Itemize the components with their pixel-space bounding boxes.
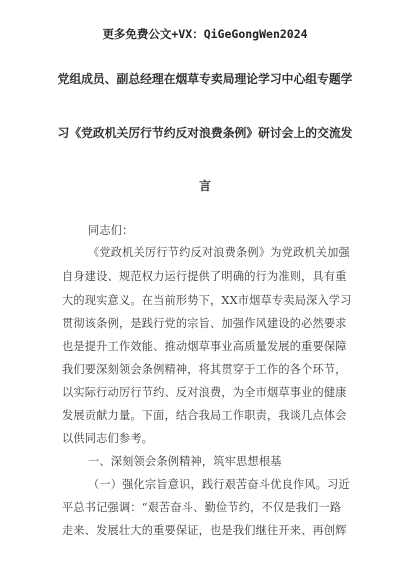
body-line: 我们要深刻领会条例精神，将其贯穿于工作的各个环节， [62,363,347,376]
body-line: （一）强化宗旨意识，践行艰苦奋斗优良作风。习近 [88,478,350,491]
title-line-2: 习《党政机关厉行节约反对浪费条例》研讨会上的交流发 [57,126,353,140]
body-line: 平总书记强调：“艰苦奋斗、勤俭节约，不仅是我们一路 [62,501,342,514]
salutation: 同志们： [88,224,134,237]
body-line: 以供同志们参考。 [62,432,154,445]
title-line-1: 党组成员、副总经理在烟草专卖局理论学习中心组专题学 [57,72,353,86]
title-line-3: 言 [199,179,211,193]
body-line: 大的现实意义。在当前形势下，XX市烟草专卖局深入学习 [62,294,352,307]
body-line: 发展贡献力量。下面，结合我局工作职责，我谈几点体会 [62,409,347,422]
body-line: 以实际行动厉行节约、反对浪费，为全市烟草事业的健康 [62,386,347,399]
body-line: 贯彻该条例，是践行党的宗旨、加强作风建设的必然要求 [62,317,347,330]
body-line: 也是提升工作效能、推动烟草事业高质量发展的重要保障 [62,340,347,353]
body-line: 走来、发展壮大的重要保证，也是我们继往开来、再创辉 [62,524,347,537]
body-line: 自身建设、规范权力运行提供了明确的行为准则，具有重 [62,270,347,283]
promo-header: 更多免费公文+VX：QiGeGongWen2024 [102,27,308,41]
body-line: 《党政机关厉行节约反对浪费条例》为党政机关加强 [88,246,350,259]
section-heading: 一、深刻领会条例精神，筑牢思想根基 [88,455,282,468]
